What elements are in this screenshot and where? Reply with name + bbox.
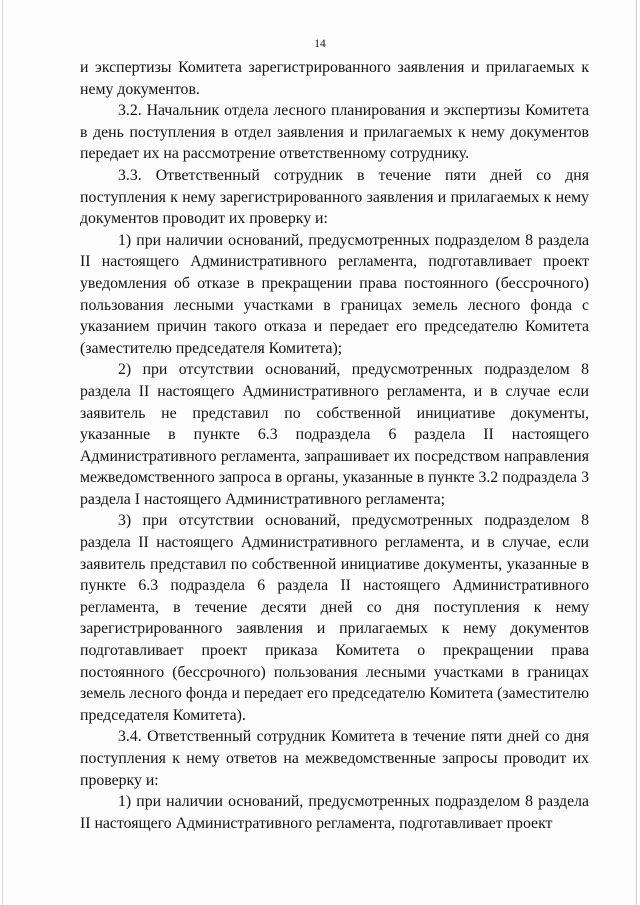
paragraph-3-3: 3.3. Ответственный сотрудник в течение пяти дней со дня поступления к нему зарегистрированного заявления и прилагаемых к нему документов проводит их проверку и: xyxy=(80,166,589,228)
document-body xyxy=(80,57,589,834)
paragraph-3-2: 3.2. Начальник отдела лесного планирования и экспертизы Комитета в день поступления в отдел заявления и прилагаемых к нему документов передает их на рассмотрение ответственному сотруднику. xyxy=(80,102,589,163)
scan-edge-left xyxy=(2,0,3,905)
page-number: 14 xyxy=(314,38,326,50)
paragraph-3-4: 3.4. Ответственный сотрудник Комитета в течение пяти дней со дня поступления к нему ответов на межведомственные запросы проводит их проверку и: xyxy=(80,728,589,789)
paragraph-continuation: и экспертизы Комитета зарегистрированного заявления и прилагаемых к нему документов. xyxy=(80,59,589,98)
paragraph-3-3-item-3: 3) при отсутствии оснований, предусмотренных подразделом 8 раздела II настоящего Административного регламента, и в случае, если заявитель представил по собственной инициативе документы, указанные в пункте 6.3 подраздела 6 раздела II настоящего Административного регламента, в течение десяти дней со дня поступления к нему зарегистрированного заявления и прилагаемых к нему документов подготавливает проект приказа Комитета о прекращении права постоянного (бессрочного) пользования лесными участками в границах земель лесного фонда и передает его председателю Комитета (заместителю председателя Комитета). xyxy=(80,512,589,724)
paragraph-3-4-item-1: 1) при наличии оснований, предусмотренных подразделом 8 раздела II настоящего Административного регламента, подготавливает проект xyxy=(80,793,589,832)
scan-edge-right xyxy=(636,0,637,905)
paragraph-3-3-item-1: 1) при наличии оснований, предусмотренных подразделом 8 раздела II настоящего Административного регламента, подготавливает проект уведомления об отказе в прекращении права постоянного (бессрочного) пользования лесными участками в границах земель лесного фонда с указанием причин такого отказа и передает его председателю Комитета (заместителю председателя Комитета); xyxy=(80,231,589,357)
paragraph-3-3-item-2: 2) при отсутствии оснований, предусмотренных подразделом 8 раздела II настоящего Административного регламента, и в случае если заявитель не представил по собственной инициативе документы, указанные в пункте 6.3 подраздела 6 раздела II настоящего Административного регламента, запрашивает их посредством направления межведомственного запроса в органы, указанные в пункте 3.2 подраздела 3 раздела I настоящего Административного регламента; xyxy=(80,361,589,508)
